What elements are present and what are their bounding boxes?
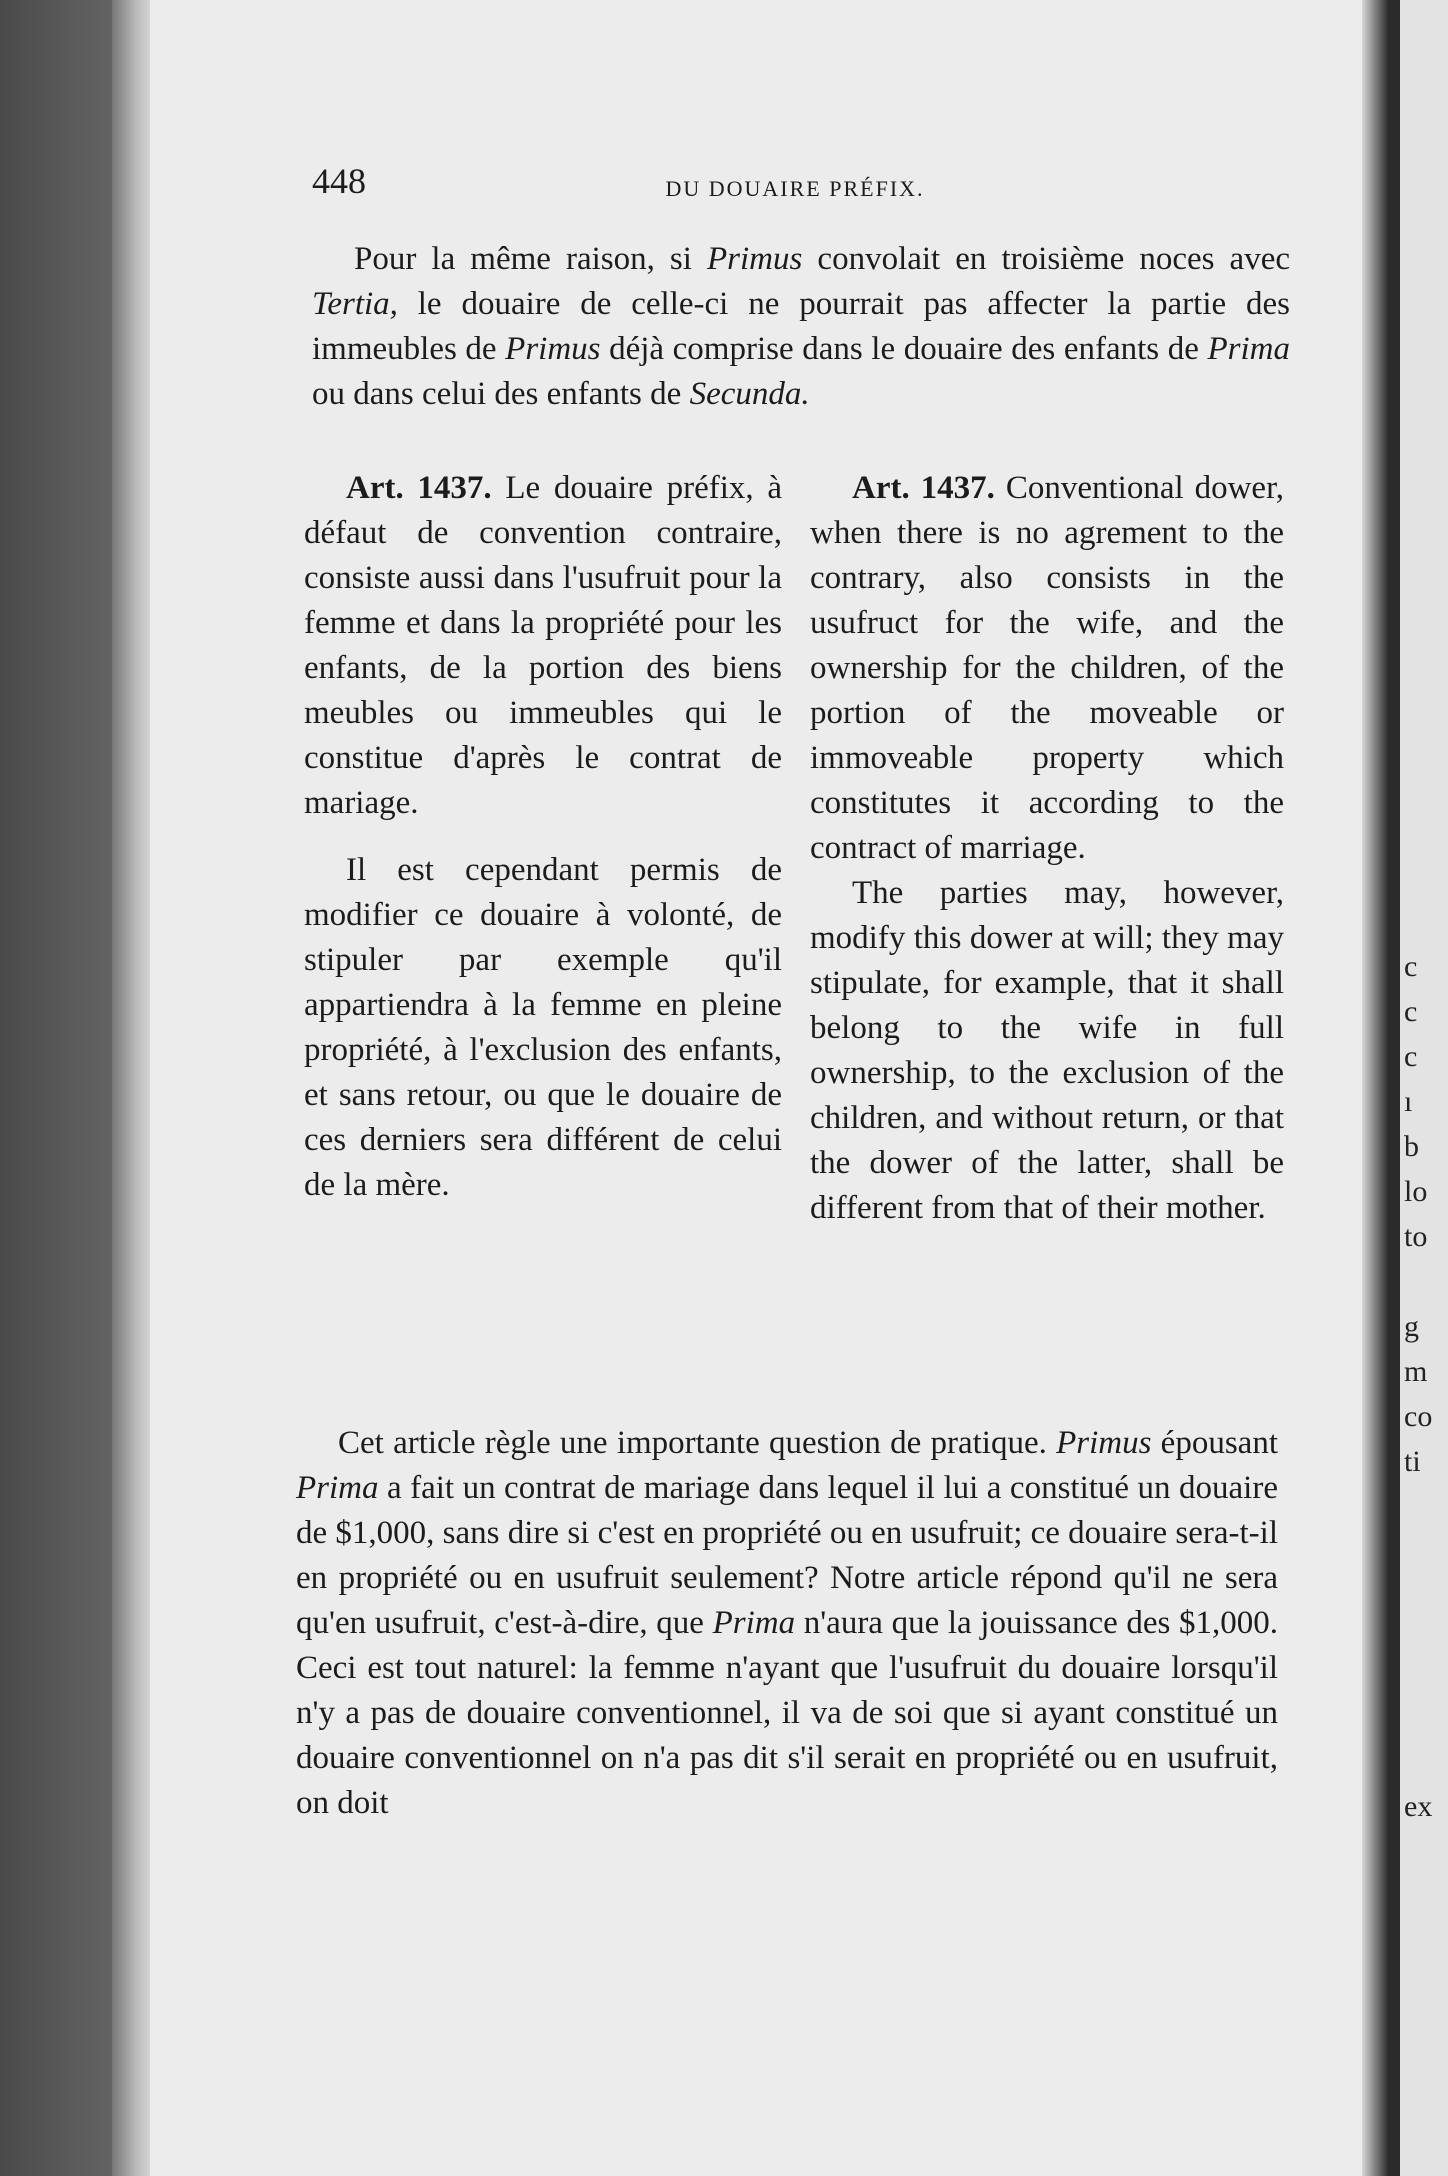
adjacent-page-fragment: c: [1404, 950, 1418, 983]
intro-paragraph: [312, 237, 1290, 417]
article-en-text: Conventional dower, when there is no agrement to the contrary, also consists in the usufruct for the wife, and the ownership for the children, of the portion of the moveable or immoveable property which constitutes it according to the contract of marriage.: [810, 470, 1284, 866]
article-french-paragraph-1: [304, 466, 782, 826]
adjacent-page-fragment: ti: [1404, 1445, 1421, 1478]
article-english-paragraph-2: The parties may, however, modify this dower at will; they may stipulate, for example, that it shall belong to the wife in full ownership, to the exclusion of the children, and without return, or that the dower of the latter, shall be different from that of their mother.: [810, 875, 1284, 1226]
adjacent-page-fragment: b: [1404, 1130, 1419, 1163]
commentary-name-prima: Prima: [712, 1605, 796, 1641]
adjacent-page-fragment: g: [1404, 1310, 1419, 1343]
article-label-en: Art. 1437.: [852, 470, 995, 506]
commentary-text: Cet article règle une importante question de pratique.: [338, 1425, 1057, 1461]
intro-text: déjà comprise dans le douaire des enfants de: [600, 331, 1208, 367]
intro-text: le douaire de celle-ci ne pourrait pas affecter la partie des immeubles de: [312, 286, 1290, 367]
adjacent-page-fragment: co: [1404, 1400, 1433, 1433]
commentary-text: n'aura que la jouissance des $1,000. Ceci est tout naturel: la femme n'ayant que l'usufruit du douaire lorsqu'il n'y a pas de douaire conventionnel, il va de soi que si ayant constitué un douaire conventionnel on n'a pas dit s'il serait en propriété ou en usufruit, on doit: [296, 1605, 1278, 1821]
adjacent-page-fragment: c: [1404, 1040, 1418, 1073]
adjacent-page-fragment: m: [1404, 1355, 1428, 1388]
adjacent-page-fragment: to: [1404, 1220, 1428, 1253]
commentary-name-primus: Primus: [1056, 1425, 1152, 1461]
article-english-paragraph-1: [810, 466, 1284, 871]
adjacent-page-fragment: ex: [1404, 1790, 1433, 1823]
page-fold-shadow: [1362, 0, 1388, 2176]
article-french-column: [304, 466, 782, 1208]
adjacent-page-fragment: ı: [1404, 1085, 1413, 1118]
intro-text: convolait en troisième noces avec: [802, 241, 1290, 277]
commentary-name-prima: Prima: [296, 1470, 379, 1506]
commentary-paragraph: [296, 1421, 1278, 1826]
binding-edge: [112, 0, 152, 2176]
intro-name-prima: Prima: [1207, 331, 1290, 367]
adjacent-page-fragment: lo: [1404, 1175, 1428, 1208]
article-label-fr: Art. 1437.: [346, 470, 492, 506]
running-title: DU DOUAIRE PRÉFIX.: [665, 176, 925, 201]
page-number: 448: [312, 161, 366, 201]
intro-name-primus: Primus: [707, 241, 803, 277]
adjacent-page-fragment: c: [1404, 995, 1418, 1028]
adjacent-page-strip: [1400, 0, 1448, 2176]
page-header: [312, 160, 1278, 210]
intro-name-primus: Primus: [505, 331, 601, 367]
commentary-text: a fait un contrat de mariage dans lequel il lui a constitué un douaire de $1,000, sans dire si c'est en propriété ou en usufruit; ce douaire sera-t-il en propriété ou en usufruit seulement? Notre article répond qu'il ne sera qu'en usufruit, c'est-à-dire, que: [296, 1470, 1278, 1641]
intro-text: ou dans celui des enfants de: [312, 376, 690, 412]
intro-text: Pour la même raison, si: [354, 241, 708, 277]
article-french-paragraph-2: Il est cependant permis de modifier ce douaire à volonté, de stipuler par exemple qu'il appartiendra à la femme en pleine propriété, à l'exclusion des enfants, et sans retour, ou que le douaire de ces derniers sera différent de celui de la mère.: [304, 852, 782, 1203]
intro-name-secunda: Secunda.: [689, 376, 810, 412]
article-fr-text: Le douaire préfix, à défaut de convention contraire, consiste aussi dans l'usufruit pour la femme et dans la propriété pour les enfants, de la portion des biens meubles ou immeubles qui le constitue d'après le contrat de mariage.: [304, 470, 782, 821]
intro-name-tertia: Tertia,: [312, 286, 398, 322]
commentary-text: épousant: [1151, 1425, 1278, 1461]
article-english-column: [810, 466, 1284, 1231]
